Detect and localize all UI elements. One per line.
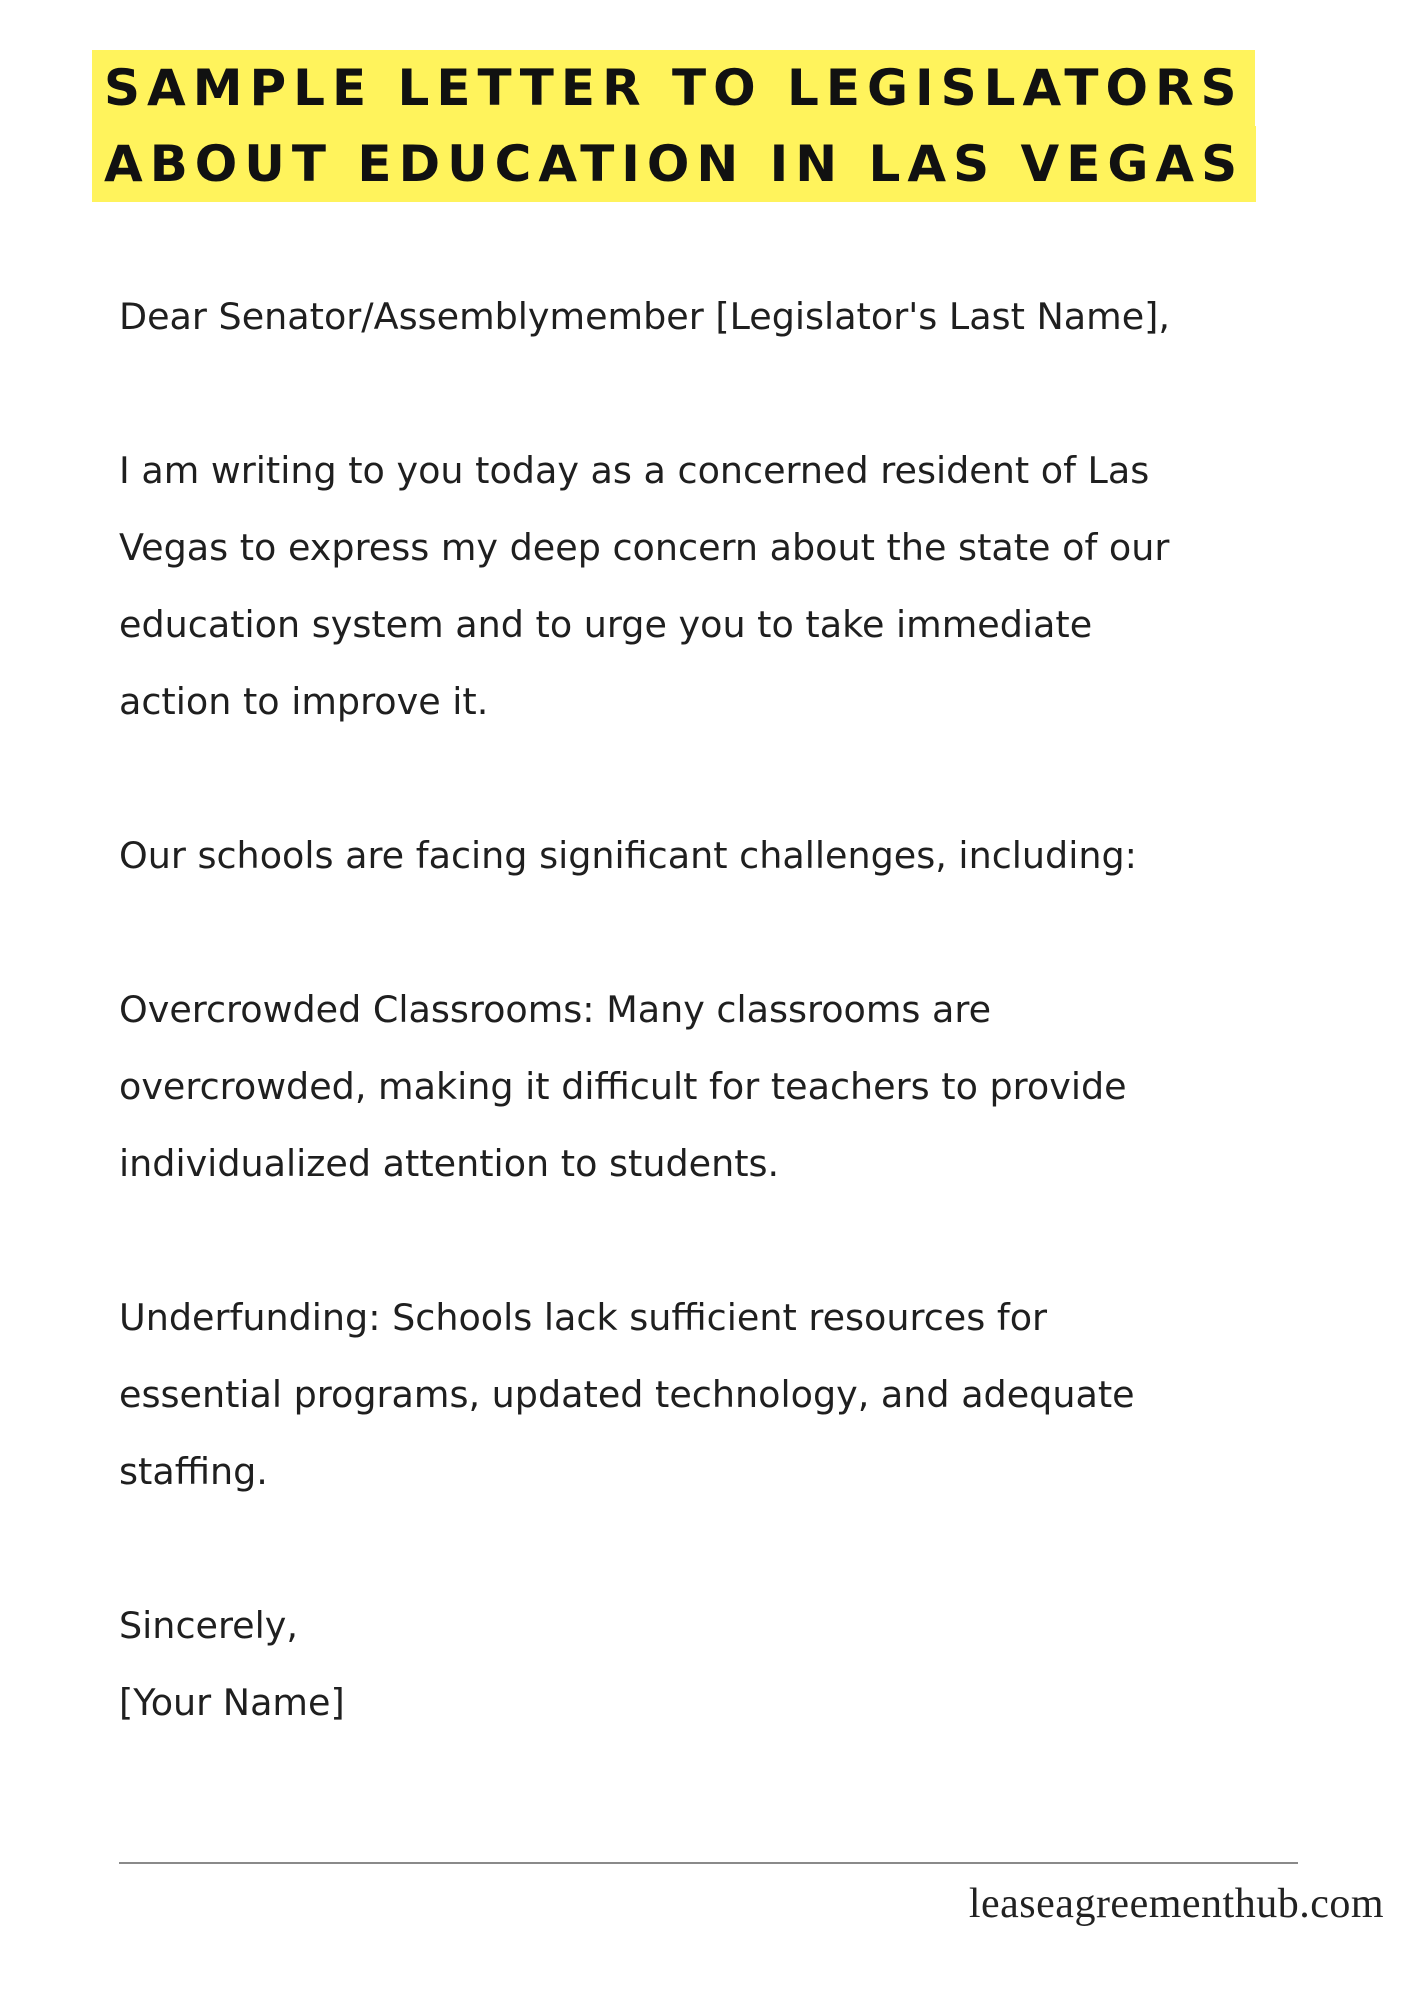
intro-paragraph — [119, 432, 1369, 740]
underfunding-line: Underfunding: Schools lack sufficient resources for — [119, 1296, 1048, 1339]
letter-body — [119, 278, 1369, 1741]
paragraph-gap — [119, 1202, 1369, 1279]
paragraph-gap — [119, 894, 1369, 971]
signature-placeholder: [Your Name] — [119, 1681, 345, 1724]
paragraph-gap — [119, 355, 1369, 432]
footer-website: leaseagreementhub.com — [968, 1881, 1384, 1927]
overcrowded-line: overcrowded, making it difficult for teachers to provide — [119, 1065, 1127, 1108]
underfunding-line: staffing. — [119, 1450, 268, 1493]
underfunding-paragraph — [119, 1279, 1369, 1510]
paragraph-gap — [119, 1510, 1369, 1587]
footer-divider — [119, 1862, 1298, 1864]
overcrowded-line: Overcrowded Classrooms: Many classrooms are — [119, 988, 992, 1031]
intro-line: education system and to urge you to take immediate — [119, 603, 1093, 646]
salutation: Dear Senator/Assemblymember [Legislator's Last Name], — [119, 295, 1171, 338]
intro-line: Vegas to express my deep concern about the state of our — [119, 526, 1170, 569]
challenges-intro: Our schools are facing significant challenges, including: — [119, 834, 1137, 877]
underfunding-line: essential programs, updated technology, and adequate — [119, 1373, 1135, 1416]
closing: Sincerely, — [119, 1604, 298, 1647]
overcrowded-paragraph — [119, 971, 1369, 1202]
title-line-1: SAMPLE LETTER TO LEGISLATORS — [92, 50, 1255, 126]
intro-line: I am writing to you today as a concerned resident of Las — [119, 449, 1150, 492]
overcrowded-line: individualized attention to students. — [119, 1142, 780, 1185]
document-title — [92, 50, 1256, 202]
paragraph-gap — [119, 740, 1369, 817]
title-line-2: ABOUT EDUCATION IN LAS VEGAS — [92, 126, 1256, 202]
intro-line: action to improve it. — [119, 680, 489, 723]
